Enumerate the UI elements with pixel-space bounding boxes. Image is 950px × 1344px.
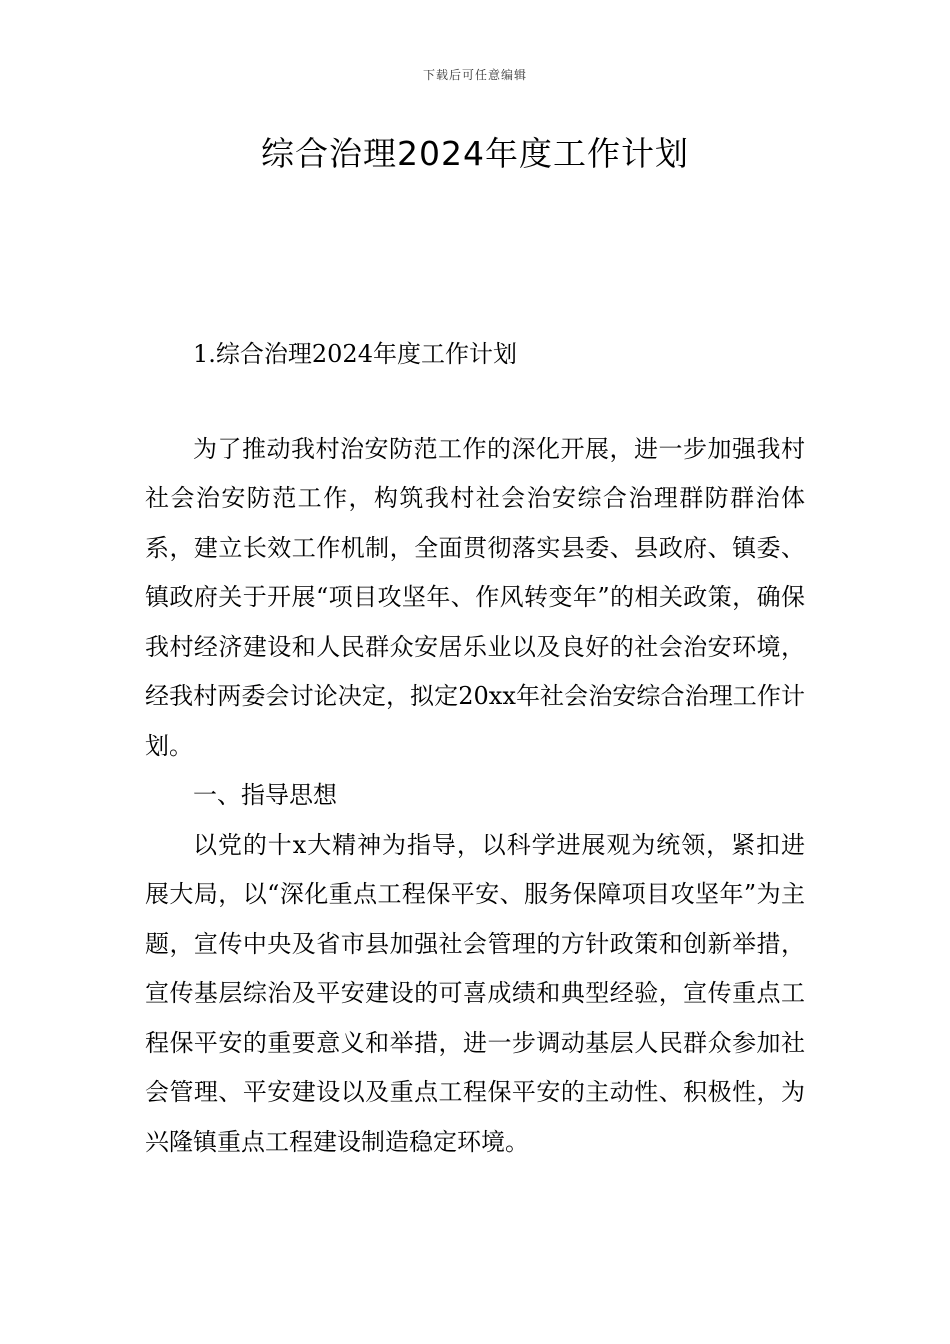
paragraph-guiding-ideology: 以党的十x大精神为指导，以科学进展观为统领，紧扣进展大局，以“深化重点工程保平安、服务保障项目攻坚年”为主题，宣传中央及省市县加强社会管理的方针政策和创新举措，宣传基层综治及平安建设的可喜成绩和典型经验，宣传重点工程保平安的重要意义和举措，进一步调动基层人民群众参加社会管理、平安建设以及重点工程保平安的主动性、积极性，为兴隆镇重点工程建设制造稳定环境。 — [145, 830, 805, 1156]
section-heading: 1.综合治理2024年度工作计划 — [193, 340, 517, 368]
paragraph-intro: 为了推动我村治安防范工作的深化开展，进一步加强我村社会治安防范工作，构筑我村社会治安综合治理群防群治体系，建立长效工作机制，全面贯彻落实县委、县政府、镇委、镇政府关于开展“项目攻坚年、作风转变年”的相关政策，确保我村经济建设和人民群众安居乐业以及良好的社会治安环境，经我村两委会讨论决定，拟定20xx年社会治安综合治理工作计划。 — [145, 434, 805, 760]
document-body — [145, 330, 805, 1167]
header-note: 下载后可任意编辑 — [422, 68, 527, 82]
paragraph-heading-guiding-ideology: 一、指导思想 — [193, 781, 337, 809]
document-title: 综合治理2024年度工作计划 — [261, 134, 689, 173]
